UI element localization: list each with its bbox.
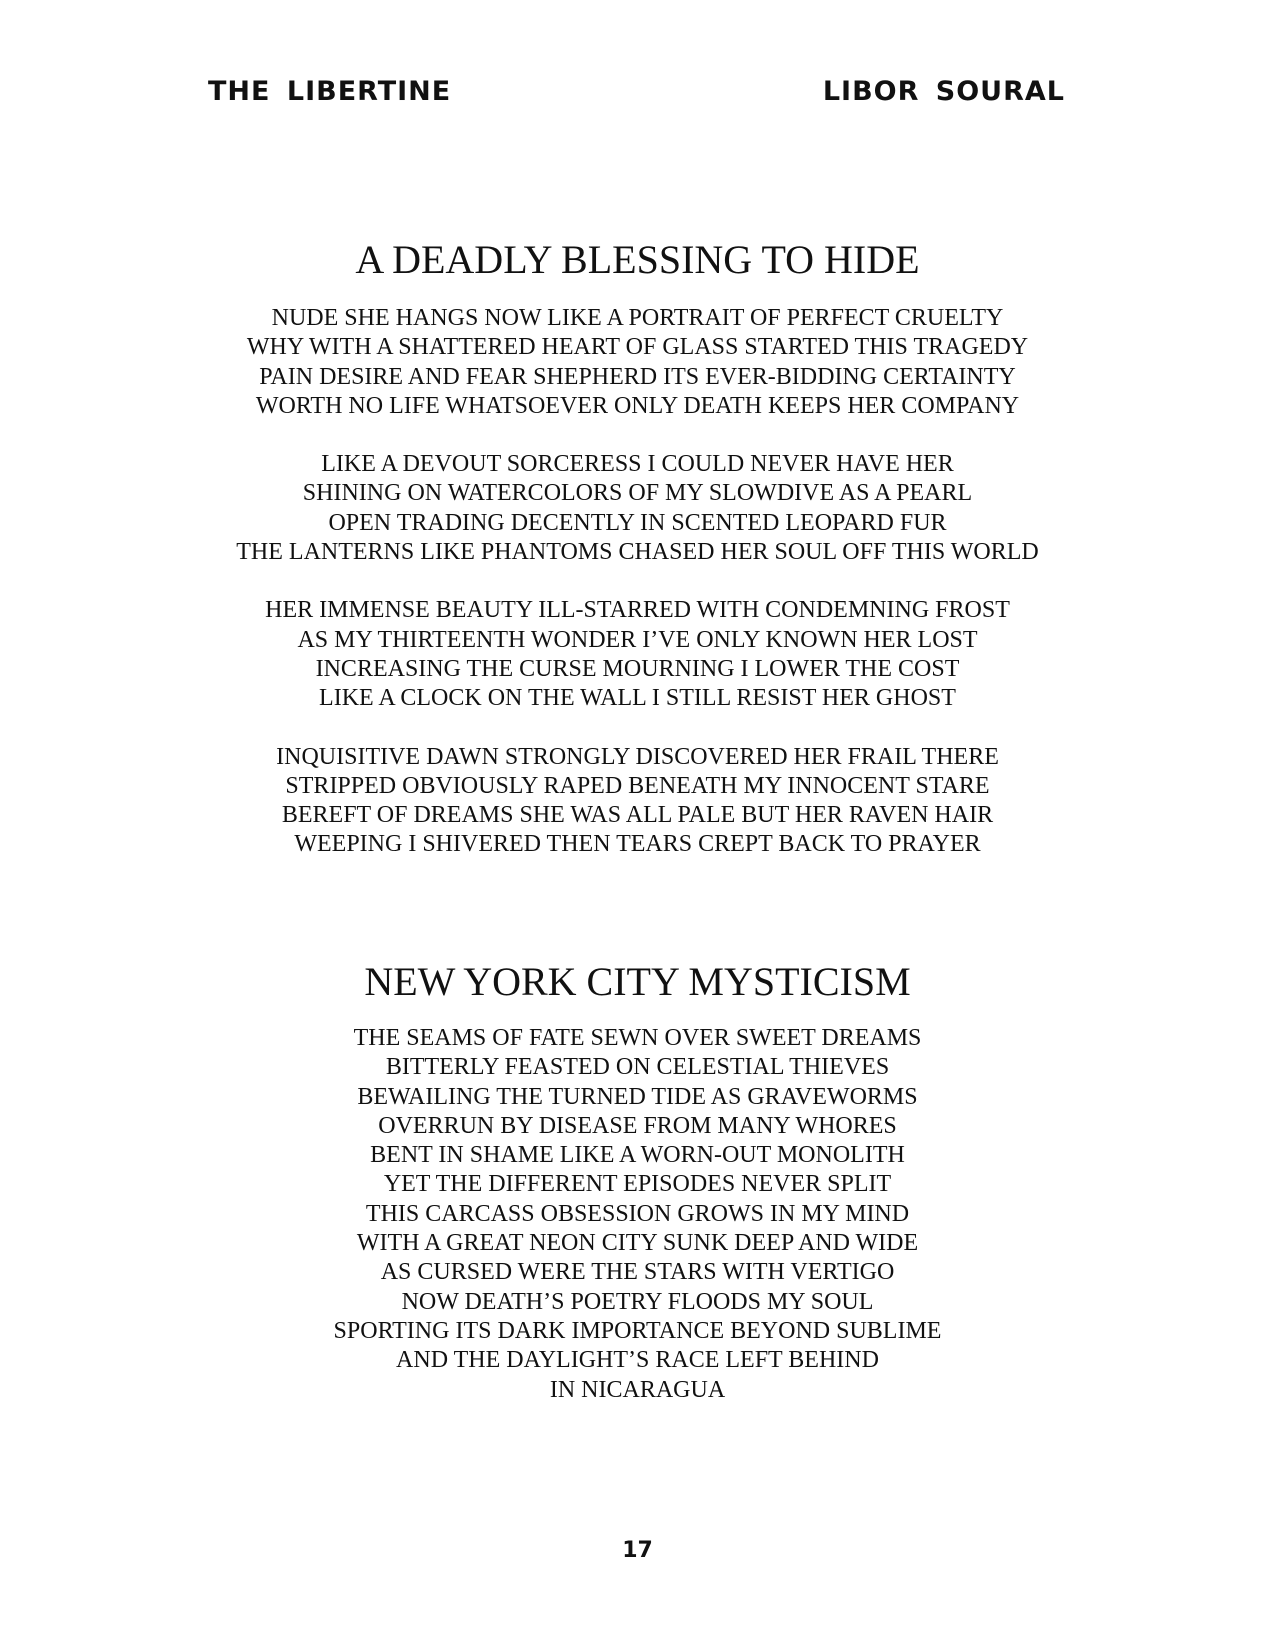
poem-line: THE SEAMS OF FATE SEWN OVER SWEET DREAMS — [353, 1025, 922, 1051]
poem-line: BENT IN SHAME LIKE A WORN-OUT MONOLITH — [370, 1142, 905, 1169]
poem-line: YET THE DIFFERENT EPISODES NEVER SPLIT — [383, 1171, 892, 1198]
poem-line: PAIN DESIRE AND FEAR SHEPHERD ITS EVER-BIDDING CERTAINTY — [259, 363, 1016, 390]
poem-line: OVERRUN BY DISEASE FROM MANY WHORES — [378, 1112, 897, 1139]
running-head-book-title: THE LIBERTINE — [208, 76, 452, 107]
page-number: 17 — [622, 1538, 653, 1563]
poem-line: WITH A GREAT NEON CITY SUNK DEEP AND WIDE — [356, 1230, 919, 1257]
poem-line: BITTERLY FEASTED ON CELESTIAL THIEVES — [385, 1054, 890, 1081]
stanza — [0, 596, 1275, 713]
poem-line: INCREASING THE CURSE MOURNING I LOWER THE COST — [315, 655, 960, 682]
poem-line: AS MY THIRTEENTH WONDER I’VE ONLY KNOWN HER LOST — [297, 626, 978, 653]
poem-line: INQUISITIVE DAWN STRONGLY DISCOVERED HER FRAIL THERE — [276, 743, 999, 770]
poem-line: LIKE A DEVOUT SORCERESS I COULD NEVER HAVE HER — [321, 451, 954, 478]
poem-line: NOW DEATH’S POETRY FLOODS MY SOUL — [401, 1288, 874, 1315]
poem-line: AND THE DAYLIGHT’S RACE LEFT BEHIND — [396, 1347, 879, 1374]
poem-line: BEREFT OF DREAMS SHE WAS ALL PALE BUT HER RAVEN HAIR — [281, 802, 994, 829]
poem-line: THIS CARCASS OBSESSION GROWS IN MY MIND — [365, 1200, 910, 1227]
poem-title: NEW YORK CITY MYSTICISM — [364, 959, 911, 1004]
poem-line: BEWAILING THE TURNED TIDE AS GRAVEWORMS — [357, 1083, 918, 1110]
poem-line: SHINING ON WATERCOLORS OF MY SLOWDIVE AS A PEARL — [302, 480, 973, 507]
poem-line: NUDE SHE HANGS NOW LIKE A PORTRAIT OF PERFECT CRUELTY — [271, 305, 1004, 331]
running-head-author: LIBOR SOURAL — [822, 76, 1065, 107]
poem-title: A DEADLY BLESSING TO HIDE — [355, 237, 920, 282]
poem-line: STRIPPED OBVIOUSLY RAPED BENEATH MY INNOCENT STARE — [285, 772, 990, 799]
poem-line: THE LANTERNS LIKE PHANTOMS CHASED HER SOUL OFF THIS WORLD — [236, 539, 1039, 566]
stanza — [0, 304, 1275, 421]
stanza — [0, 743, 1275, 860]
poem — [0, 958, 1275, 1405]
poem-line: WORTH NO LIFE WHATSOEVER ONLY DEATH KEEPS HER COMPANY — [255, 392, 1020, 419]
poem-line: WEEPING I SHIVERED THEN TEARS CREPT BACK TO PRAYER — [294, 831, 981, 858]
poem — [0, 236, 1275, 889]
poem-line: WHY WITH A SHATTERED HEART OF GLASS STARTED THIS TRAGEDY — [246, 334, 1029, 361]
poem-line: HER IMMENSE BEAUTY ILL-STARRED WITH CONDEMNING FROST — [265, 597, 1010, 624]
poem-line: IN NICARAGUA — [549, 1376, 726, 1403]
poem-line: OPEN TRADING DECENTLY IN SCENTED LEOPARD FUR — [328, 509, 947, 536]
stanza — [0, 450, 1275, 567]
poem-line: LIKE A CLOCK ON THE WALL I STILL RESIST HER GHOST — [319, 685, 956, 712]
stanza — [0, 1024, 1275, 1405]
poem-line: AS CURSED WERE THE STARS WITH VERTIGO — [380, 1259, 895, 1286]
poem-line: SPORTING ITS DARK IMPORTANCE BEYOND SUBLIME — [333, 1317, 942, 1344]
